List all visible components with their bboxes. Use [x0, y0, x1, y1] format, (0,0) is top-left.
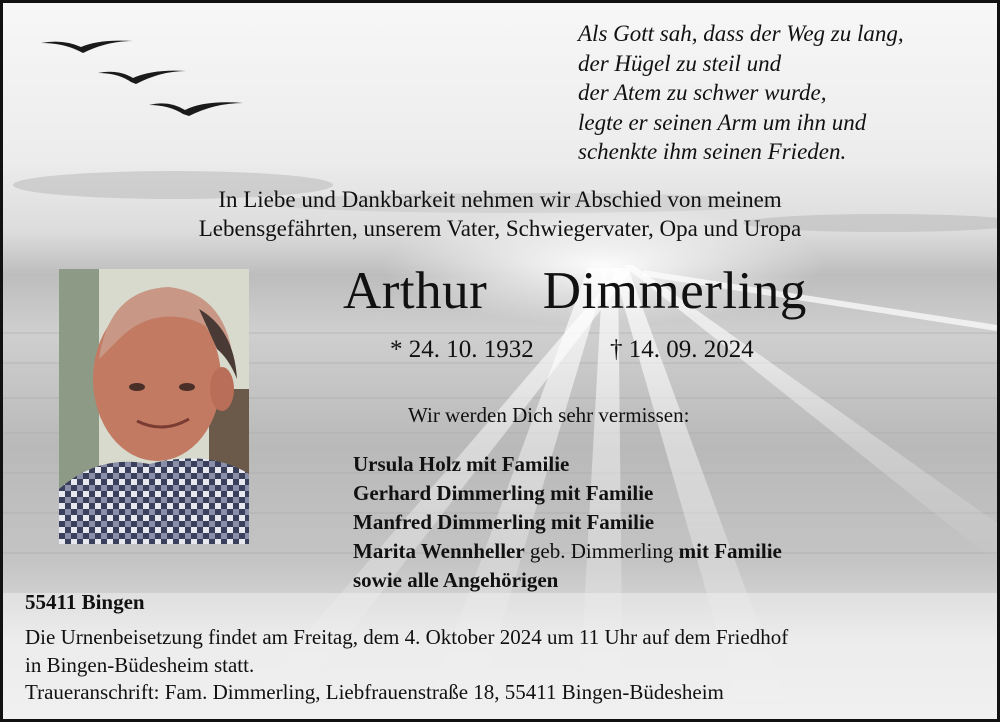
info-line: in Bingen-Büdesheim statt.	[25, 652, 255, 677]
intro-text	[3, 185, 997, 243]
deceased-name: Arthur Dimmerling	[343, 262, 807, 320]
poem-line: der Atem zu schwer wurde,	[578, 80, 827, 105]
poem-line: legte er seinen Arm um ihn und	[578, 109, 867, 135]
poem	[578, 19, 904, 167]
birth-date: * 24. 10. 1932	[390, 336, 534, 363]
mourner-item: sowie alle Angehörigen	[353, 568, 559, 592]
intro-line: Lebensgefährten, unserem Vater, Schwiegervater, Opa und Uropa	[198, 216, 802, 241]
mourner-item: Gerhard Dimmerling mit Familie	[353, 481, 654, 505]
funeral-info	[25, 624, 788, 707]
miss-text: Wir werden Dich sehr vermissen:	[408, 403, 690, 427]
portrait-photo	[59, 269, 249, 544]
birds-illustration	[41, 41, 243, 116]
mourner-item: Ursula Holz mit Familie	[353, 452, 570, 476]
mourner-item: Manfred Dimmerling mit Familie	[353, 510, 655, 534]
death-date: † 14. 09. 2024	[610, 336, 754, 363]
poem-line: der Hügel zu steil und	[578, 50, 782, 76]
city-label: 55411 Bingen	[25, 590, 145, 614]
poem-line: schenkte ihm seinen Frieden.	[578, 139, 847, 164]
poem-line: Als Gott sah, dass der Weg zu lang,	[578, 21, 904, 46]
mourners-list	[353, 450, 782, 595]
intro-line: In Liebe und Dankbarkeit nehmen wir Abschied von meinem	[218, 187, 782, 212]
info-line: Die Urnenbeisetzung findet am Freitag, dem 4. Oktober 2024 um 11 Uhr auf dem Friedhof	[25, 625, 789, 649]
info-line: Traueranschrift: Fam. Dimmerling, Liebfrauenstraße 18, 55411 Bingen-Büdesheim	[25, 680, 724, 704]
mourner-item: Marita Wennheller geb. Dimmerling mit Familie	[353, 539, 782, 563]
